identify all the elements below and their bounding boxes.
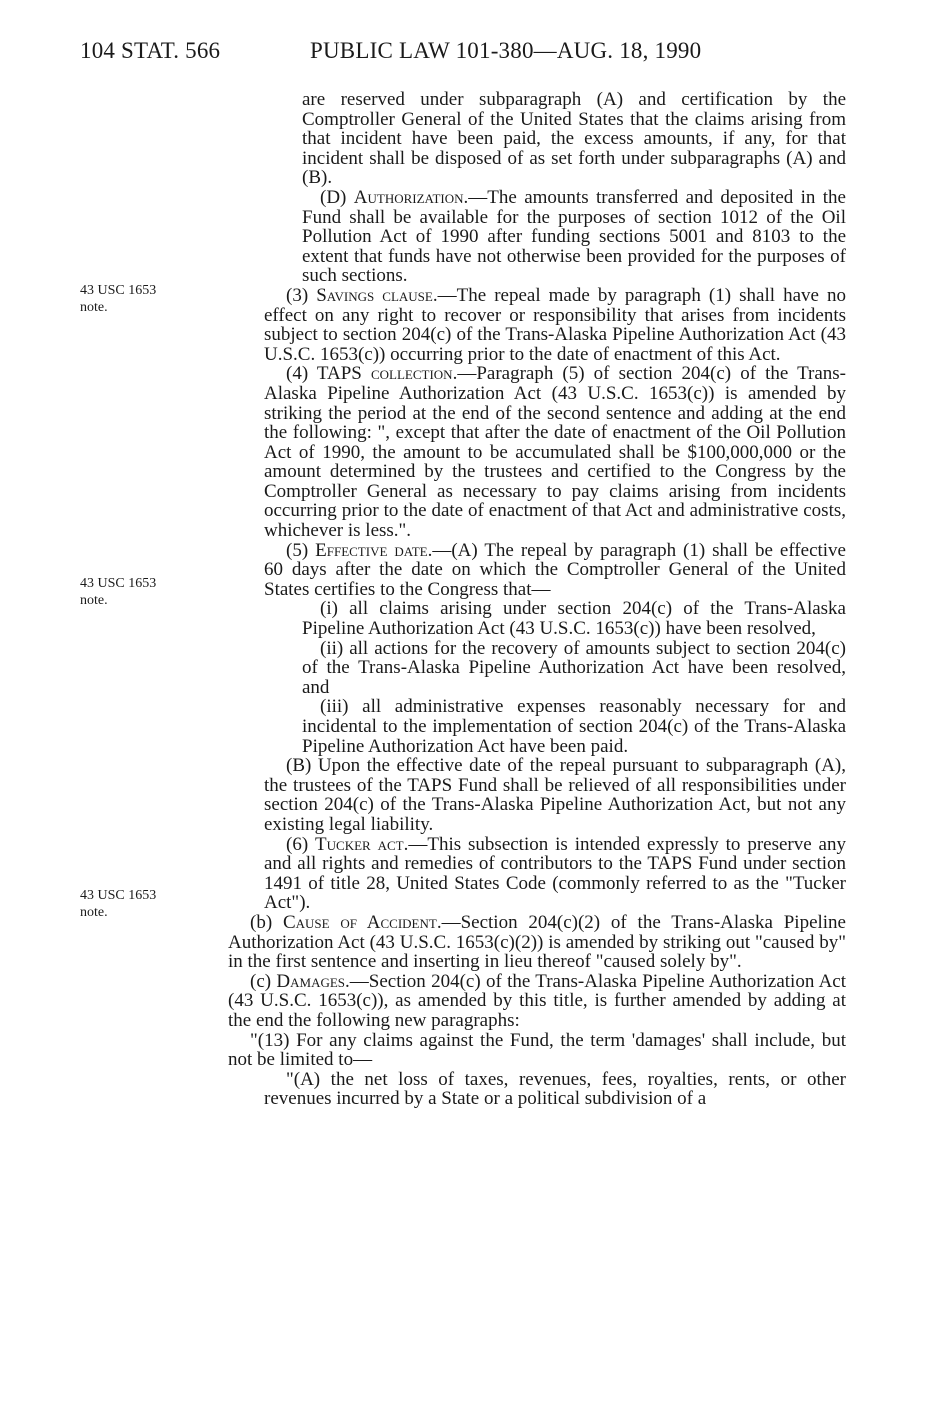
paragraph-d-authorization: [228, 188, 846, 286]
paragraph-label: (c): [250, 970, 277, 992]
paragraph-label: (5): [286, 539, 316, 561]
statute-page-number: 104 STAT. 566: [80, 38, 221, 63]
clause-i: (i) all claims arising under section 204(c) of the Trans-Alaska Pipeline Authorization Act (43 U.S.C. 1653(c)) have been resolved,: [302, 598, 846, 640]
paragraph-text: .—The amounts transferred and deposited in the Fund shall be available for the purposes of section 1012 of the Oil Pollution Act of 1990 after funding sections 5001 and 8103 to the extent that funds have not otherwise been provided for the purposes of such sections.: [302, 186, 846, 287]
paragraph-text: .—Section 204(c)(2) of the Trans-Alaska Pipeline Authorization Act (43 U.S.C. 1653(c)(2)) is amended by striking out "caused by" in the first sentence and inserting in lieu thereof "caused solely by".: [228, 911, 846, 973]
paragraph-text: .—This subsection is intended expressly to preserve any and all rights and remedies of contributors to the TAPS Fund under section 1491 of title 28, United States Code (commonly referred to as the "Tucker Act").: [264, 833, 846, 914]
margin-note-label: note.: [80, 593, 108, 608]
paragraph-5-effective-date: [228, 541, 846, 600]
statute-body: [228, 90, 846, 1109]
paragraph-text: .—Section 204(c) of the Trans-Alaska Pipeline Authorization Act (43 U.S.C. 1653(c)), as amended by this title, is further amended by adding at the end the following new paragraphs:: [228, 970, 847, 1031]
paragraph-text: .—Paragraph (5) of section 204(c) of the Trans-Alaska Pipeline Authorization Act (43 U.S.C. 1653(c)) is amended by striking the period at the end of the second sentence and adding at the end the following: ", except that after the date of enactment of the Oil Pollution Act of 1990, the amount to be accumulated shall be $100,000,000 or the amount determined by the trustees and certified to the Congress by the Comptroller General as necessary to pay claims arising from incidents occurring prior to the date of enactment of that Act and administrative costs, whichever is less.".: [264, 363, 846, 542]
paragraph-text: .—(A) The repeal by paragraph (1) shall be effective 60 days after the date on which the Comptroller General of the United States certifies to the Congress that—: [264, 539, 846, 600]
margin-note-3: [80, 887, 210, 921]
margin-note-citation: 43 USC 1653: [80, 283, 157, 298]
paragraph-heading: Damages: [276, 970, 346, 992]
paragraph-continuation: are reserved under subparagraph (A) and certification by the Comptroller General of the United States that the claims arising from that incident have been paid, the excess amounts, if any, for that incident shall be disposed of as set forth under subparagraphs (A) and (B).: [302, 89, 846, 189]
margin-note-citation: 43 USC 1653: [80, 576, 157, 591]
paragraph-text: .—The repeal made by paragraph (1) shall have no effect on any right to recover or responsibility that arises from incidents subject to section 204(c) of the Trans-Alaska Pipeline Authorization Act (43 U.S.C. 1653(c)) occurring prior to the date of enactment of this Act.: [264, 284, 847, 365]
subparagraph-b: (B) Upon the effective date of the repeal pursuant to subparagraph (A), the trustees of the TAPS Fund shall be relieved of all responsibilities under section 204(c) of the Trans-Alaska Pipeline Authorization Act, but not any existing legal liability.: [264, 755, 846, 835]
paragraph-3-savings-clause: [228, 286, 846, 364]
subsection-c-damages: [228, 972, 846, 1031]
paragraph-label: (6): [286, 833, 316, 855]
paragraph-label: (3): [286, 284, 317, 306]
margin-note-2: [80, 575, 210, 609]
margin-note-1: [80, 282, 210, 316]
paragraph-13-a: "(A) the net loss of taxes, revenues, fees, royalties, rents, or other revenues incurred by a State or a political subdivision of a: [264, 1068, 846, 1110]
paragraph-heading: Cause of Accident: [282, 911, 437, 933]
paragraph-heading: Savings clause: [316, 284, 433, 306]
paragraph-label: (D): [320, 186, 354, 208]
paragraph-heading: Tucker act: [315, 833, 404, 855]
clause-ii: (ii) all actions for the recovery of amounts subject to section 204(c) of the Trans-Alaska Pipeline Authorization Act have been resolved, and: [302, 637, 846, 698]
margin-note-citation: 43 USC 1653: [80, 888, 157, 903]
paragraph-heading: collection: [370, 363, 453, 385]
paragraph-heading: Authorization: [353, 186, 464, 208]
paragraph-4-taps-collection: [228, 364, 846, 540]
paragraph-heading: Effective date: [315, 539, 428, 561]
margin-note-label: note.: [80, 905, 108, 920]
paragraph-label: (b): [250, 911, 283, 933]
paragraph-13: "(13) For any claims against the Fund, the term 'damages' shall include, but not be limited to—: [228, 1029, 846, 1071]
clause-iii: (iii) all administrative expenses reasonably necessary for and incidental to the implementation of section 204(c) of the Trans-Alaska Pipeline Authorization Act have been paid.: [302, 696, 846, 757]
public-law-title: PUBLIC LAW 101-380—AUG. 18, 1990: [310, 38, 702, 63]
paragraph-6-tucker-act: [228, 835, 846, 913]
subsection-b-cause-of-accident: [228, 913, 846, 972]
margin-note-label: note.: [80, 300, 108, 315]
paragraph-label: (4) TAPS: [286, 363, 371, 385]
